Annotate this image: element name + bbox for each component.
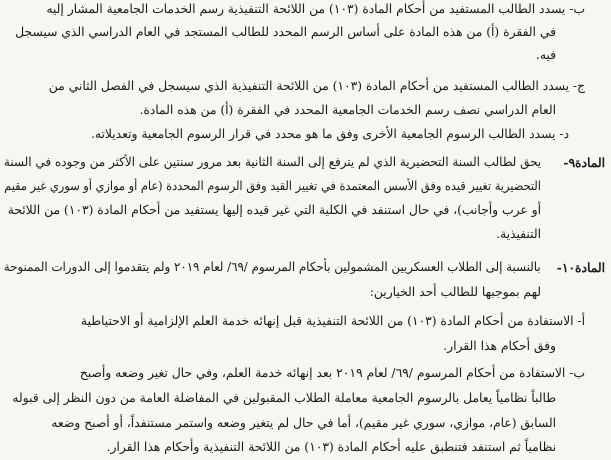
- text-line: السابق (عام، موازي، سوري غير مقيم)، أما في حال لم يتغير وضعه واستمر مستنفداً، أو أصبح وضعه: [51, 416, 556, 430]
- text-line: وفق أحكام هذا القرار.: [443, 339, 556, 353]
- article-9-label: المادة٩-: [563, 155, 605, 170]
- article-10-label: المادة١٠-: [556, 260, 605, 275]
- text-line: نظامياً ثم استنفد فتنطبق عليه أحكام المادة (١٠٣) من اللائحة التنفيذية وأحكام هذا القرار.: [106, 440, 556, 454]
- text-line: لهم بموجبها للطالب أحد الخيارين:: [369, 285, 541, 299]
- text-line: أ- الاستفادة من أحكام المادة (١٠٣) من اللائحة التنفيذية قبل إنهائه خدمة العلم الإلزامية أو الاحتياطية: [80, 314, 585, 328]
- text-line: د- يسدد الطالب الرسوم الجامعية الأخرى وفق ما هو محدد في قرار الرسوم الجامعية وتعديلاته.: [91, 127, 569, 141]
- text-line: ب- الاستفادة من أحكام المرسوم /٦٩/ لعام ٢٠١٩ بعد إنهائه خدمة العلم، وفي حال تغير وضعه وأصبح: [79, 366, 585, 380]
- text-line: ج- يسدد الطالب المستفيد من أحكام المادة (١٠٣) من اللائحة التنفيذية الذي سيسجل في الفصل الثاني من: [48, 79, 585, 93]
- text-line: بالنسبة إلى الطلاب العسكريين المشمولين بأحكام المرسوم /٦٩/ لعام ٢٠١٩ ولم يتقدموا إلى الدورات الممنوحة: [4, 260, 541, 274]
- text-line: العام الدراسي نصف رسم الخدمات الجامعية المحدد في الفقرة (أ) من هذه المادة.: [139, 103, 556, 117]
- text-line: التحضيرية تغيير قيده وفق الأسس المعتمدة في تغيير القيد وفق الرسوم المحددة (عام أو موازي أو سوري غير مقيم: [4, 179, 541, 193]
- text-line: طالباً نظامياً يعامل بالرسوم الجامعية معاملة الطلاب المقبولين في المفاضلة العامة من دون النظر إلى قبوله: [12, 391, 556, 405]
- text-line: أو عرب وأجانب)، في حال استنفد في الكلية التي غير قيده إليها يستفيد من أحكام المادة (١٠٣) من اللائحة: [7, 203, 541, 217]
- text-line: ب- يسدد الطالب المستفيد من أحكام المادة (١٠٣) من اللائحة التنفيذية رسم الخدمات الجامعية المشار إليه: [46, 2, 585, 16]
- text-line: فيه.: [535, 48, 556, 62]
- text-line: التنفيذية.: [496, 227, 541, 241]
- text-line: يحق لطالب السنة التحضيرية الذي لم يترفع إلى السنة الثانية بعد مرور سنتين على الأكثر من وجوده في السنة: [3, 155, 541, 169]
- text-line: في الفقرة (أ) من هذه المادة على أساس الرسم المحدد للطالب المستجد في العام الدراسي الذي سيسجل: [15, 25, 556, 39]
